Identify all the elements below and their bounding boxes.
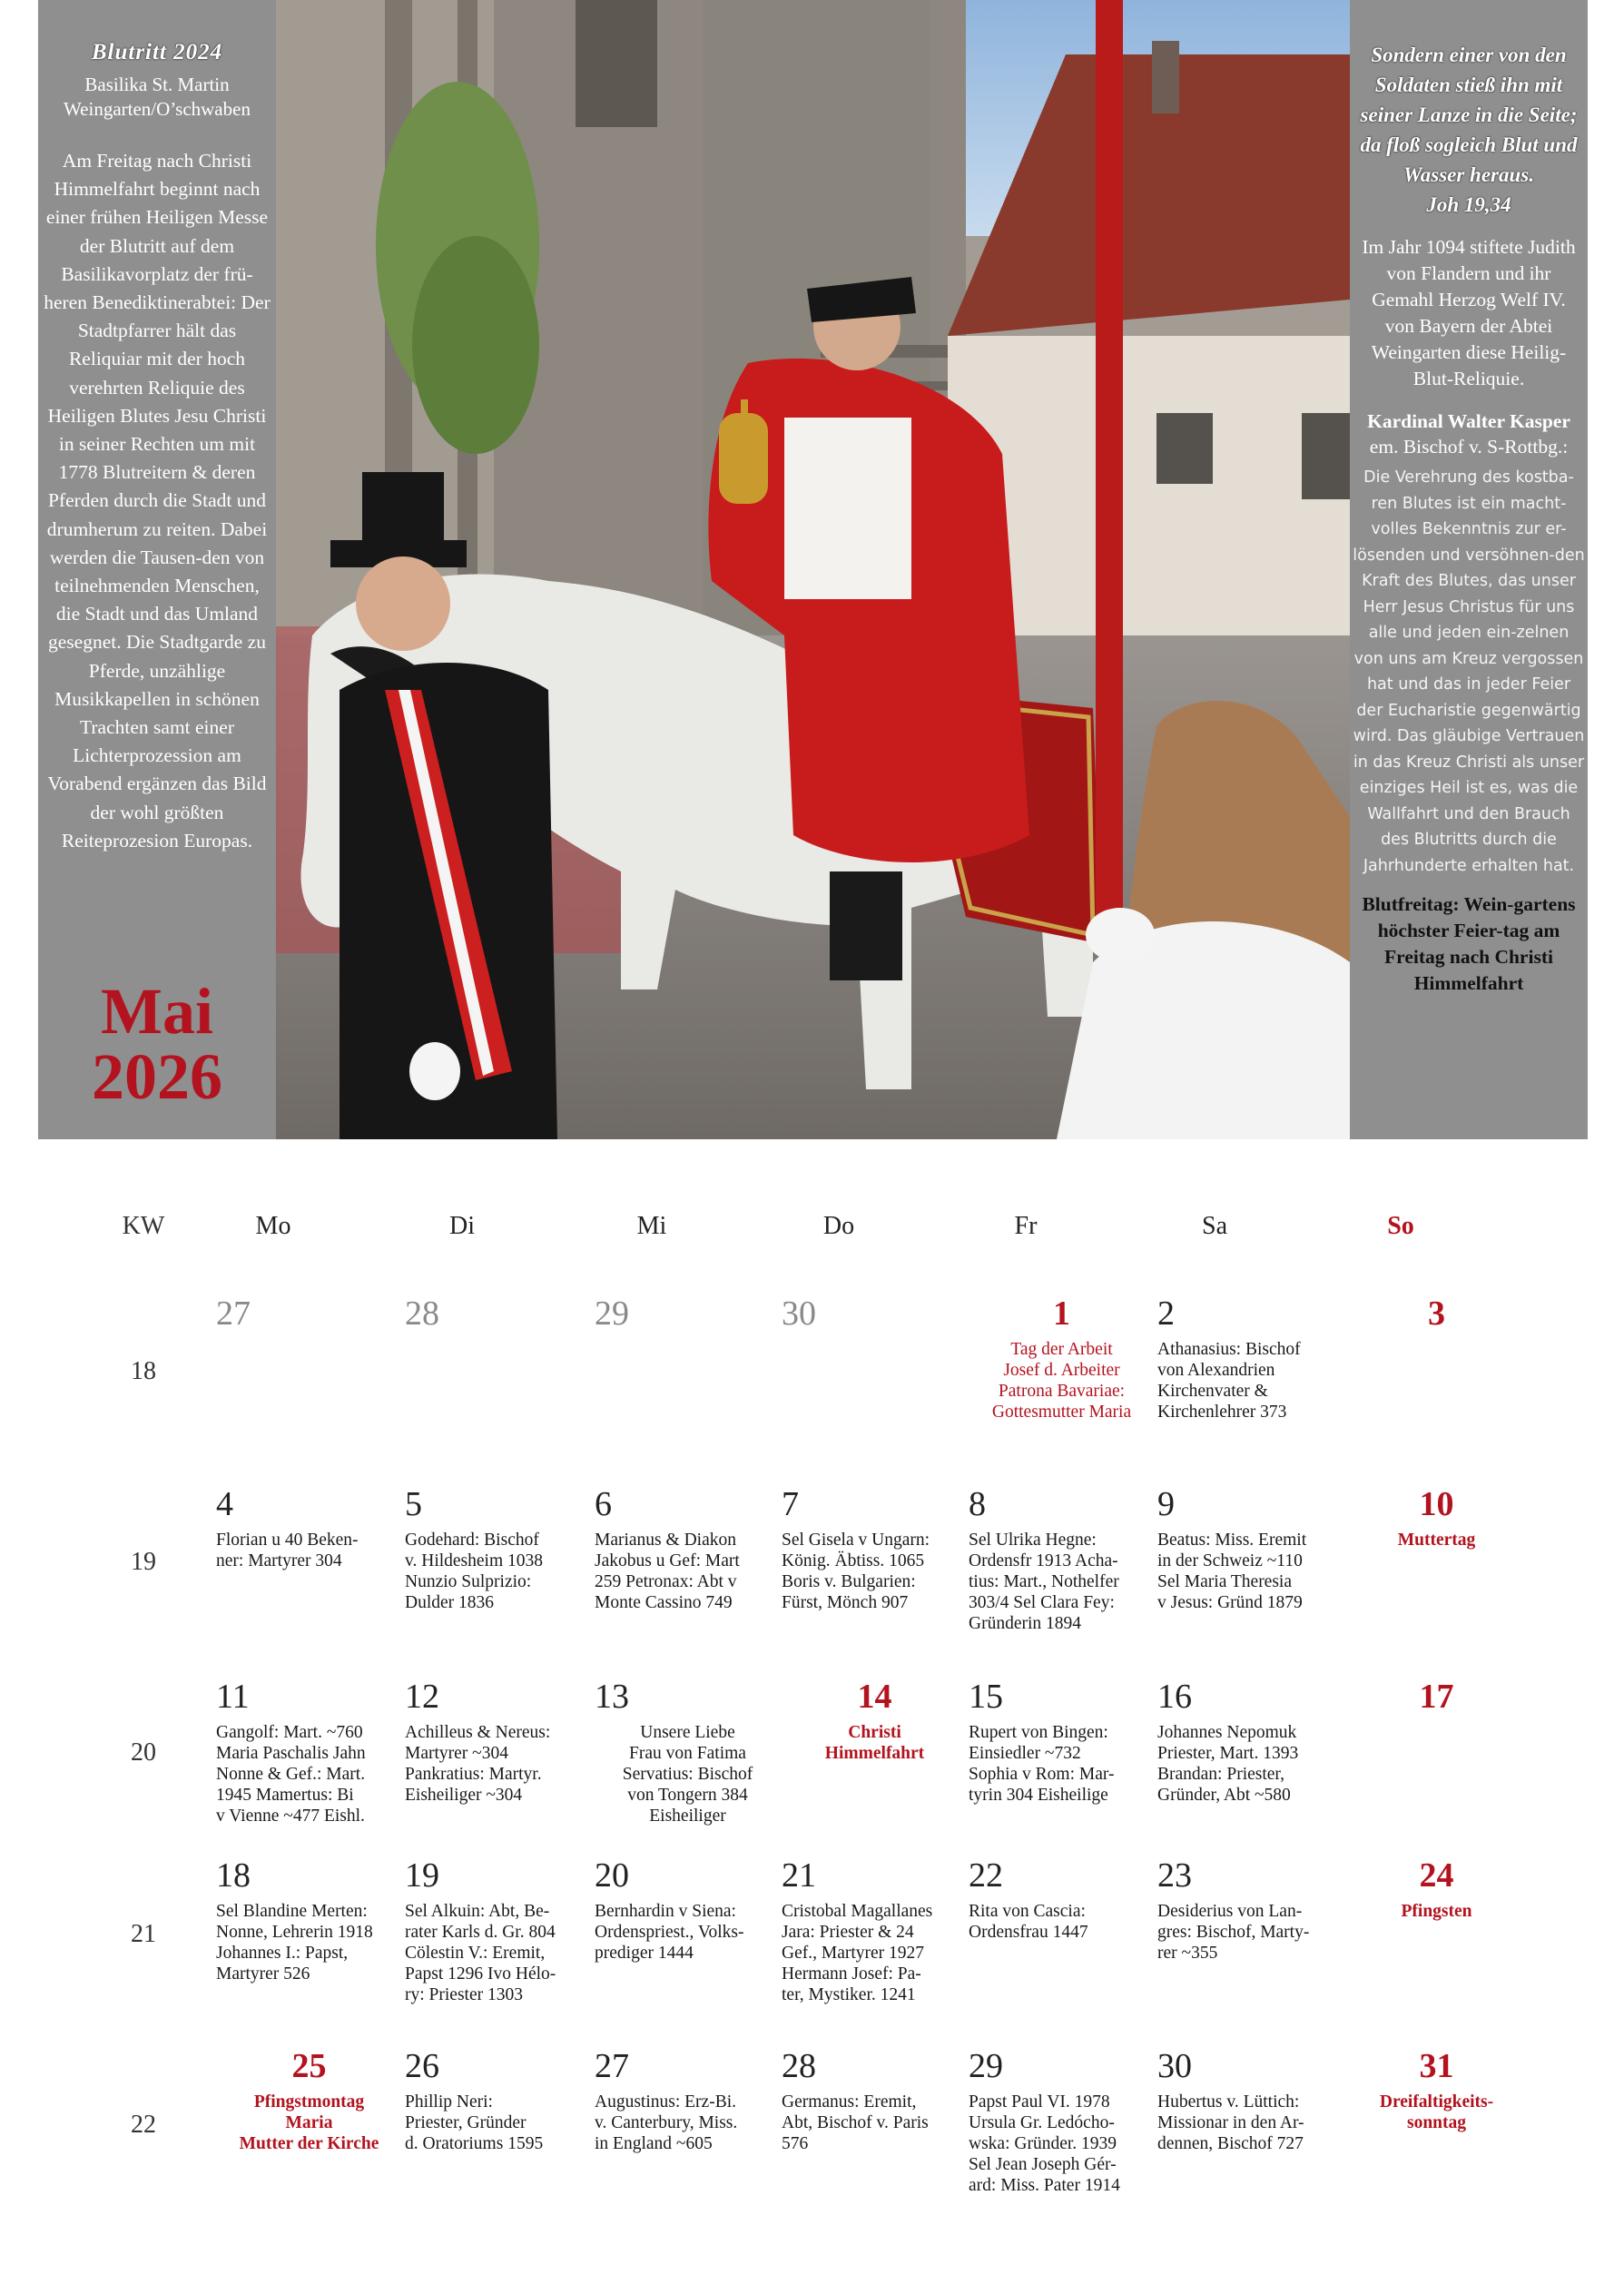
saint-note: Sel Gisela v Ungarn: König. Äbtiss. 1065 Boris v. Bulgarien: Fürst, Mönch 907 [782, 1531, 930, 1612]
day-number: 26 [405, 2047, 439, 2085]
saint-note: Desiderius von Lan- gres: Bischof, Marty- rer ~355 [1157, 1902, 1310, 1963]
day-cell [595, 1484, 781, 1613]
bible-reference: Joh 19,34 [1426, 193, 1511, 216]
saint-note: Phillip Neri: Priester, Gründer d. Oratoriums 1595 [405, 2092, 544, 2153]
saint-note: Pfingstmontag Maria Mutter der Kirche [239, 2092, 379, 2153]
day-number: 1 [1053, 1295, 1070, 1333]
saint-note: Augustinus: Erz-Bi. v. Canterbury, Miss. in England ~605 [595, 2092, 738, 2153]
day-number: 29 [595, 1295, 629, 1333]
saint-note: Sel Blandine Merten: Nonne, Lehrerin 1918 Johannes I.: Papst, Martyrer 526 [216, 1902, 373, 1984]
day-number: 27 [595, 2047, 629, 2085]
right-info-panel [1350, 0, 1588, 1139]
day-number: 2 [1157, 1295, 1175, 1333]
week-number: 19 [131, 1548, 156, 1576]
day-cell [1157, 1677, 1343, 1806]
saint-note: Muttertag [1397, 1531, 1476, 1550]
procession-photo [276, 0, 1350, 1139]
day-cell [216, 1856, 402, 1984]
day-cell [216, 1677, 402, 1826]
day-cell [1157, 1294, 1343, 1423]
day-number: 30 [782, 1295, 816, 1333]
day-number: 22 [969, 1856, 1003, 1895]
day-number: 7 [782, 1485, 799, 1523]
day-cell [782, 2046, 968, 2154]
week-number: 18 [131, 1357, 156, 1385]
day-cell [1343, 1856, 1530, 1922]
kasper-quote: Die Verehrung des kostba-ren Blutes ist ein macht-volles Bekenntnis zur er-lösenden und versöhnen-den Kraft des Blutes, das unser Herr Jesus Christus für uns alle und jeden ein-zelnen von uns am Kreuz vergossen hat und das in jeder Feier der Eucharistie gegenwärtig wird. Das gläubige Vertrauen in das Kreuz Christi als unser einziges Heil ist es, was die Wallfahrt und den Brauch des Blutritts durch die Jahrhunderte erhalten hat. [1353, 468, 1585, 875]
saint-note: Athanasius: Bischof von Alexandrien Kirchenvater & Kirchenlehrer 373 [1157, 1340, 1301, 1422]
day-cell [1157, 2046, 1343, 2154]
day-cell [405, 1856, 591, 2005]
day-number: 5 [405, 1485, 422, 1523]
day-number: 19 [405, 1856, 439, 1895]
day-number: 15 [969, 1678, 1003, 1716]
week-number: 21 [131, 1920, 156, 1948]
panel-title: Blutritt 2024 [91, 40, 223, 64]
saint-note: Sel Ulrika Hegne: Ordensfr 1913 Acha- tius: Mart., Nothelfer 303/4 Sel Clara Fey: Gründerin 1894 [969, 1531, 1119, 1633]
saint-note: Hubertus v. Lüttich: Missionar in den Ar- dennen, Bischof 727 [1157, 2092, 1304, 2153]
day-header-so: So [1387, 1212, 1414, 1240]
day-cell [405, 1484, 591, 1613]
week-number: 22 [131, 2111, 156, 2139]
saint-note: Cristobal Magallanes Jara: Priester & 24 Gef., Martyrer 1927 Hermann Josef: Pa- ter, Mystiker. 1241 [782, 1902, 933, 2004]
day-cell [782, 1484, 968, 1613]
day-cell [969, 2046, 1155, 2196]
day-cell [782, 1677, 968, 1764]
day-cell [1157, 1856, 1343, 1964]
panel-description: Am Freitag nach Christi Himmelfahrt beginnt nach einer frühen Heiligen Messe der Blutritt auf dem Basilikavorplatz der frü-heren Benediktinerabtei: Der Stadtpfarrer hält das Reliquiar mit der hoch verehrten Reliquie des Heiligen Blutes Jesu Christi in seiner Rechten um mit 1778 Blutreitern & deren Pferden durch die Stadt und drumherum zu reiten. Dabei werden die Tausen-den von teilnehmenden Menschen, die Stadt und das Umland gesegnet. Die Stadtgarde zu Pferde, unzählige Musikkapellen in schönen Trachten samt einer Lichterprozession am Vorabend ergänzen das Bild der wohl größten Reiteprozesion Europas. [44, 150, 271, 852]
day-header-sa: Sa [1202, 1212, 1227, 1240]
day-header-mo: Mo [255, 1212, 291, 1240]
day-number: 13 [595, 1678, 629, 1716]
day-header-fr: Fr [1014, 1212, 1038, 1240]
panel-subtitle-place: Weingarten/O’schwaben [64, 98, 251, 120]
day-cell [1157, 1484, 1343, 1613]
day-cell [595, 2046, 781, 2154]
closing-note: Blutfreitag: Wein-gartens höchster Feier-tag am Freitag nach Christi Himmelfahrt [1362, 893, 1576, 994]
saint-note: Bernhardin v Siena: Ordenspriest., Volks- prediger 1444 [595, 1902, 744, 1963]
day-number: 24 [1419, 1856, 1454, 1895]
day-cell [969, 1856, 1155, 1943]
day-number: 11 [216, 1678, 250, 1716]
saint-note: Dreifaltigkeits- sonntag [1379, 2092, 1494, 2132]
saint-note: Johannes Nepomuk Priester, Mart. 1393 Brandan: Priester, Gründer, Abt ~580 [1157, 1723, 1299, 1805]
saint-note: Godehard: Bischof v. Hildesheim 1038 Nunzio Sulprizio: Dulder 1836 [405, 1531, 544, 1612]
day-number: 3 [1428, 1295, 1445, 1333]
year-label: 2026 [92, 1040, 222, 1113]
day-number: 9 [1157, 1485, 1175, 1523]
day-cell [782, 1856, 968, 2005]
day-number: 31 [1419, 2047, 1454, 2085]
day-number: 18 [216, 1856, 251, 1895]
history-text: Im Jahr 1094 stiftete Judith von Flandern und ihr Gemahl Herzog Welf IV. von Bayern der Abtei Weingarten diese Heilig-Blut-Reliquie. [1362, 236, 1576, 389]
day-cell [216, 1294, 402, 1334]
day-cell [216, 1484, 402, 1571]
day-number: 23 [1157, 1856, 1192, 1895]
day-cell [1343, 2046, 1530, 2133]
day-cell [405, 1294, 591, 1334]
day-header-mi: Mi [636, 1212, 667, 1240]
day-cell [969, 1294, 1155, 1423]
day-cell [1343, 1484, 1530, 1551]
day-number: 28 [782, 2047, 816, 2085]
day-number: 21 [782, 1856, 816, 1895]
day-cell [216, 2046, 402, 2154]
day-number: 17 [1419, 1678, 1454, 1716]
saint-note: Beatus: Miss. Eremit in der Schweiz ~110 Sel Maria Theresia v Jesus: Gründ 1879 [1157, 1531, 1307, 1612]
day-cell [595, 1294, 781, 1334]
saint-note: Papst Paul VI. 1978 Ursula Gr. Ledócho- wska: Gründer. 1939 Sel Jean Joseph Gér- ard: Miss. Pater 1914 [969, 2092, 1120, 2195]
day-number: 10 [1419, 1485, 1454, 1523]
left-info-panel [38, 0, 276, 1139]
day-cell [405, 1677, 591, 1806]
day-header-di: Di [449, 1212, 475, 1240]
saint-note: Unsere Liebe Frau von Fatima Servatius: Bischof von Tongern 384 Eisheiliger [622, 1723, 753, 1826]
bible-quote: Sondern einer von den Soldaten stieß ihn mit seiner Lanze in die Seite; da floß sogleich Blut und Wasser heraus. [1360, 44, 1578, 186]
day-cell [595, 1677, 781, 1826]
kasper-name: Kardinal Walter Kasper [1367, 410, 1570, 432]
day-cell [1343, 1294, 1530, 1334]
month-name: Mai [101, 975, 213, 1048]
day-cell [969, 1677, 1155, 1806]
saint-note: Sel Alkuin: Abt, Be- rater Karls d. Gr. 804 Cölestin V.: Eremit, Papst 1296 Ivo Hélo- ry: Priester 1303 [405, 1902, 556, 2004]
day-number: 30 [1157, 2047, 1192, 2085]
panel-subtitle-church: Basilika St. Martin [84, 74, 230, 95]
day-cell [1343, 1677, 1530, 1717]
day-number: 6 [595, 1485, 612, 1523]
day-cell [405, 2046, 591, 2154]
day-cell [595, 1856, 781, 1964]
saint-note: Rita von Cascia: Ordensfrau 1447 [969, 1902, 1088, 1942]
saint-note: Christi Himmelfahrt [824, 1723, 925, 1763]
kasper-heading [1350, 409, 1588, 459]
day-cell [782, 1294, 968, 1334]
day-number: 12 [405, 1678, 439, 1716]
kasper-role: em. Bischof v. S-Rottbg.: [1369, 436, 1569, 458]
week-number: 20 [131, 1738, 156, 1767]
saint-note: Tag der Arbeit Josef d. Arbeiter Patrona Bavariae: Gottesmutter Maria [991, 1340, 1132, 1422]
day-number: 28 [405, 1295, 439, 1333]
saint-note: Gangolf: Mart. ~760 Maria Paschalis Jahn Nonne & Gef.: Mart. 1945 Mamertus: Bi v Vienne ~477 Eishl. [216, 1723, 366, 1826]
saint-note: Achilleus & Nereus: Martyrer ~304 Pankratius: Martyr. Eisheiliger ~304 [405, 1723, 551, 1805]
day-number: 4 [216, 1485, 233, 1523]
kw-header: KW [122, 1212, 165, 1240]
day-cell [969, 1484, 1155, 1634]
saint-note: Florian u 40 Beken- ner: Martyrer 304 [216, 1531, 359, 1570]
day-number: 29 [969, 2047, 1003, 2085]
day-header-do: Do [822, 1212, 855, 1240]
saint-note: Rupert von Bingen: Einsiedler ~732 Sophia v Rom: Mar- tyrin 304 Eisheilige [969, 1723, 1115, 1805]
day-number: 14 [857, 1678, 892, 1716]
day-number: 8 [969, 1485, 986, 1523]
day-number: 16 [1157, 1678, 1192, 1716]
day-number: 27 [216, 1295, 251, 1333]
saint-note: Germanus: Eremit, Abt, Bischof v. Paris 576 [782, 2092, 929, 2153]
day-number: 20 [595, 1856, 629, 1895]
saint-note: Marianus & Diakon Jakobus u Gef: Mart 259 Petronax: Abt v Monte Cassino 749 [595, 1531, 740, 1612]
saint-note: Pfingsten [1401, 1902, 1472, 1921]
day-number: 25 [291, 2047, 327, 2085]
